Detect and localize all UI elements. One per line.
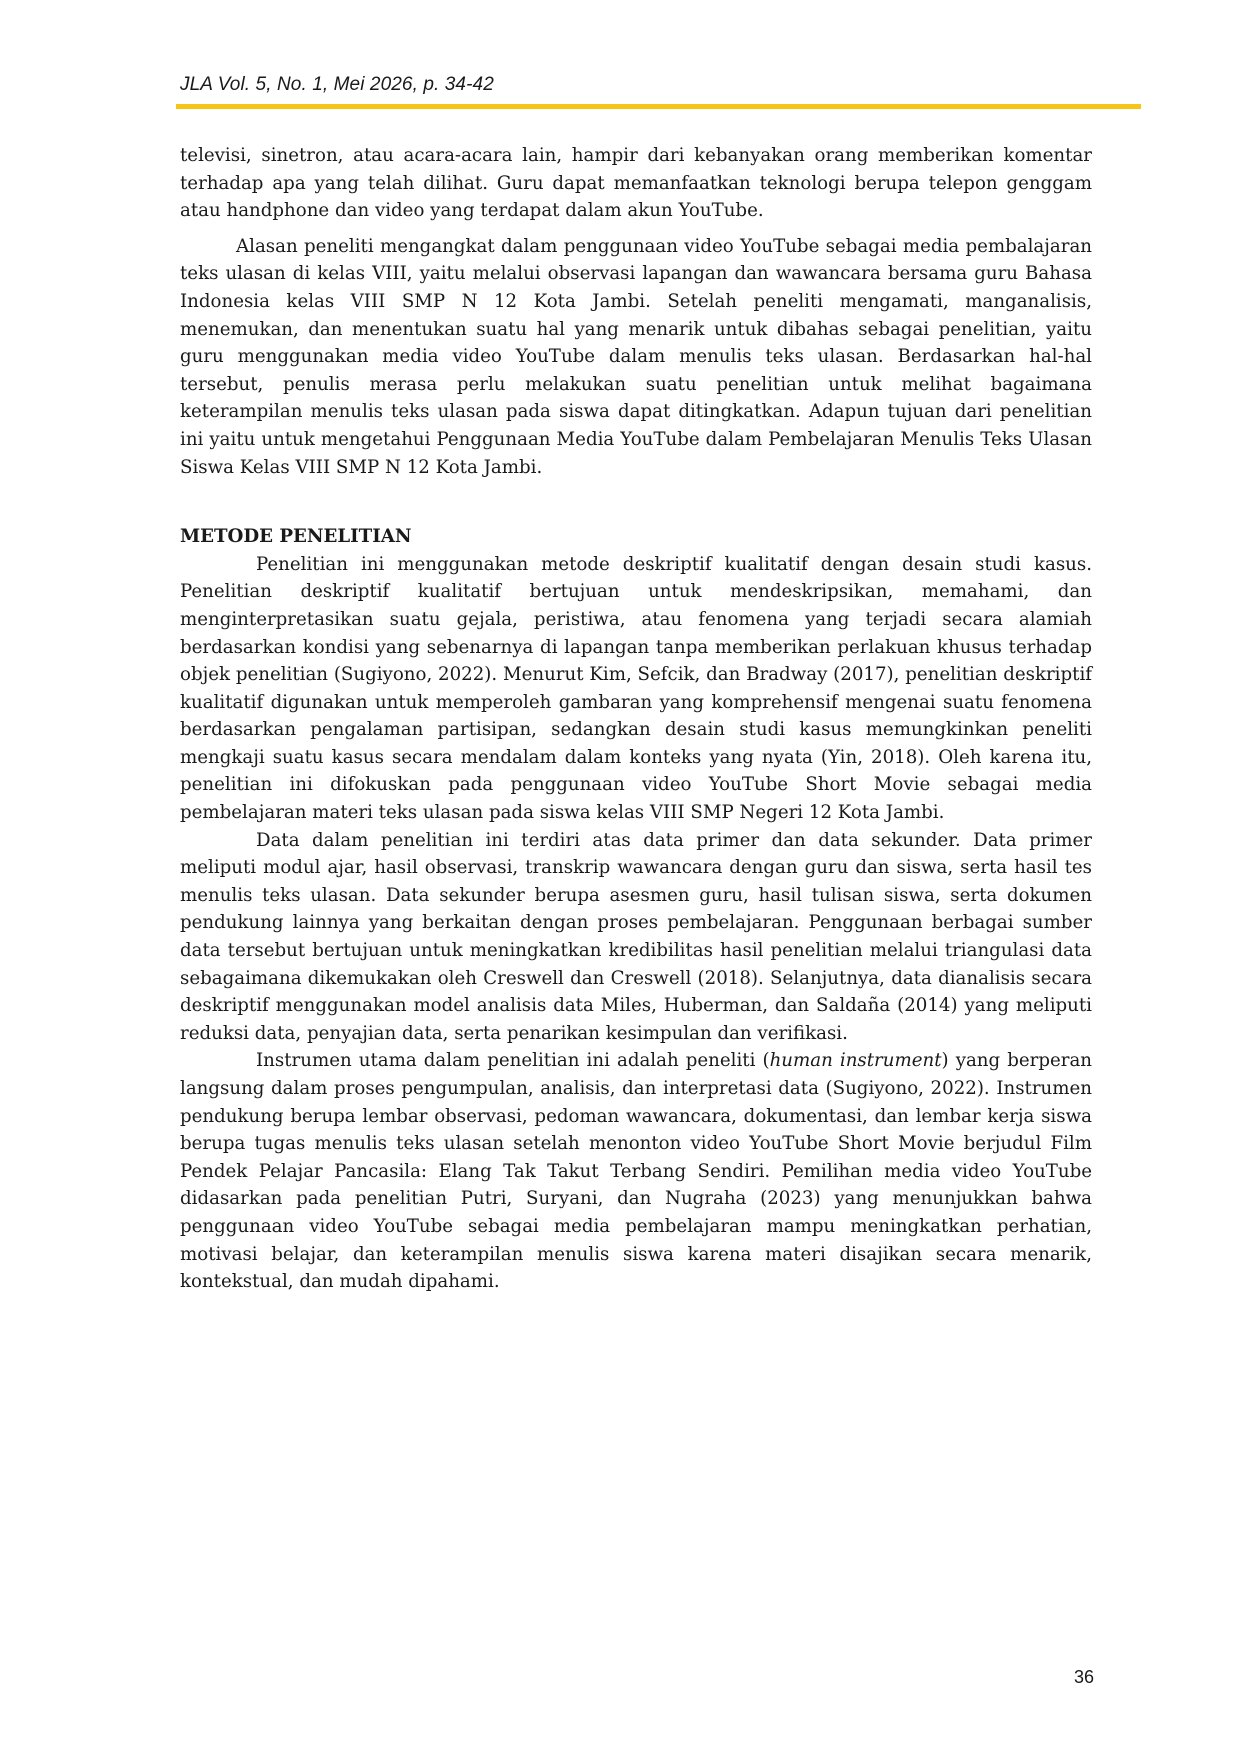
running-head: JLA Vol. 5, No. 1, Mei 2026, p. 34-42 xyxy=(180,74,494,95)
instrumen-text-start: Instrumen utama dalam penelitian ini adalah peneliti ( xyxy=(256,1050,770,1072)
paragraph-metode: Penelitian ini menggunakan metode deskriptif kualitatif dengan desain studi kasus. Penelitian deskriptif kualitatif bertujuan untuk mendeskripsikan, memahami, dan menginterpretasikan suatu gejala, peristiwa, atau fenomena yang terjadi secara alamiah berdasarkan kondisi yang sebenarnya di lapangan tanpa memberikan perlakuan khusus terhadap objek penelitian (Sugiyono, 2022). Menurut Kim, Sefcik, dan Bradway (2017), penelitian deskriptif kualitatif digunakan untuk memperoleh gambaran yang komprehensif mengenai suatu fenomena berdasarkan pengalaman partisipan, sedangkan desain studi kasus memungkinkan peneliti mengkaji suatu kasus secara mendalam dalam konteks yang nyata (Yin, 2018). Oleh karena itu, penelitian ini difokuskan pada penggunaan video YouTube Short Movie sebagai media pembelajaran materi teks ulasan pada siswa kelas VIII SMP Negeri 12 Kota Jambi. xyxy=(180,553,1092,824)
article-body xyxy=(180,142,1092,1296)
section-spacer xyxy=(180,481,1092,523)
paragraph-instrumen xyxy=(180,1047,1092,1295)
header-rule xyxy=(176,104,1141,109)
instrumen-italic-term: human instrument xyxy=(769,1050,942,1072)
paragraph-alasan: Alasan peneliti mengangkat dalam penggunaan video YouTube sebagai media pembalajaran teks ulasan di kelas VIII, yaitu melalui observasi lapangan dan wawancara bersama guru Bahasa Indonesia kelas VIII SMP N 12 Kota Jambi. Setelah peneliti mengamati, manganalisis, menemukan, dan menentukan suatu hal yang menarik untuk dibahas sebagai penelitian, yaitu guru menggunakan media video YouTube dalam menulis teks ulasan. Berdasarkan hal-hal tersebut, penulis merasa perlu melakukan suatu penelitian untuk melihat bagaimana keterampilan menulis teks ulasan pada siswa dapat ditingkatkan. Adapun tujuan dari penelitian ini yaitu untuk mengetahui Penggunaan Media YouTube dalam Pembelajaran Menulis Teks Ulasan Siswa Kelas VIII SMP N 12 Kota Jambi. xyxy=(180,235,1092,478)
page-number: 36 xyxy=(1073,1667,1094,1687)
paragraph-data: Data dalam penelitian ini terdiri atas data primer dan data sekunder. Data primer meliputi modul ajar, hasil observasi, transkrip wawancara dengan guru dan siswa, serta hasil tes menulis teks ulasan. Data sekunder berupa asesmen guru, hasil tulisan siswa, serta dokumen pendukung lainnya yang berkaitan dengan proses pembelajaran. Penggunaan berbagai sumber data tersebut bertujuan untuk meningkatkan kredibilitas hasil penelitian melalui triangulasi data sebagaimana dikemukakan oleh Creswell dan Creswell (2018). Selanjutnya, data dianalisis secara deskriptif menggunakan model analisis data Miles, Huberman, dan Saldaña (2014) yang meliputi reduksi data, penyajian data, serta penarikan kesimpulan dan verifikasi. xyxy=(180,829,1092,1044)
section-heading-metode: METODE PENELITIAN xyxy=(180,526,412,548)
paragraph-continued: televisi, sinetron, atau acara-acara lain, hampir dari kebanyakan orang memberikan komentar terhadap apa yang telah dilihat. Guru dapat memanfaatkan teknologi berupa telepon genggam atau handphone dan video yang terdapat dalam akun YouTube. xyxy=(180,145,1092,222)
instrumen-text-end: ) yang berperan langsung dalam proses pengumpulan, analisis, dan interpretasi data (Sugiyono, 2022). Instrumen pendukung berupa lembar observasi, pedoman wawancara, dokumentasi, dan lembar kerja siswa berupa tugas menulis teks ulasan setelah menonton video YouTube Short Movie berjudul Film Pendek Pelajar Pancasila: Elang Tak Takut Terbang Sendiri. Pemilihan media video YouTube didasarkan pada penelitian Putri, Suryani, dan Nugraha (2023) yang menunjukkan bahwa penggunaan video YouTube sebagai media pembelajaran mampu meningkatkan perhatian, motivasi belajar, dan keterampilan menulis siswa karena materi disajikan secara menarik, kontekstual, dan mudah dipahami. xyxy=(180,1050,1093,1293)
